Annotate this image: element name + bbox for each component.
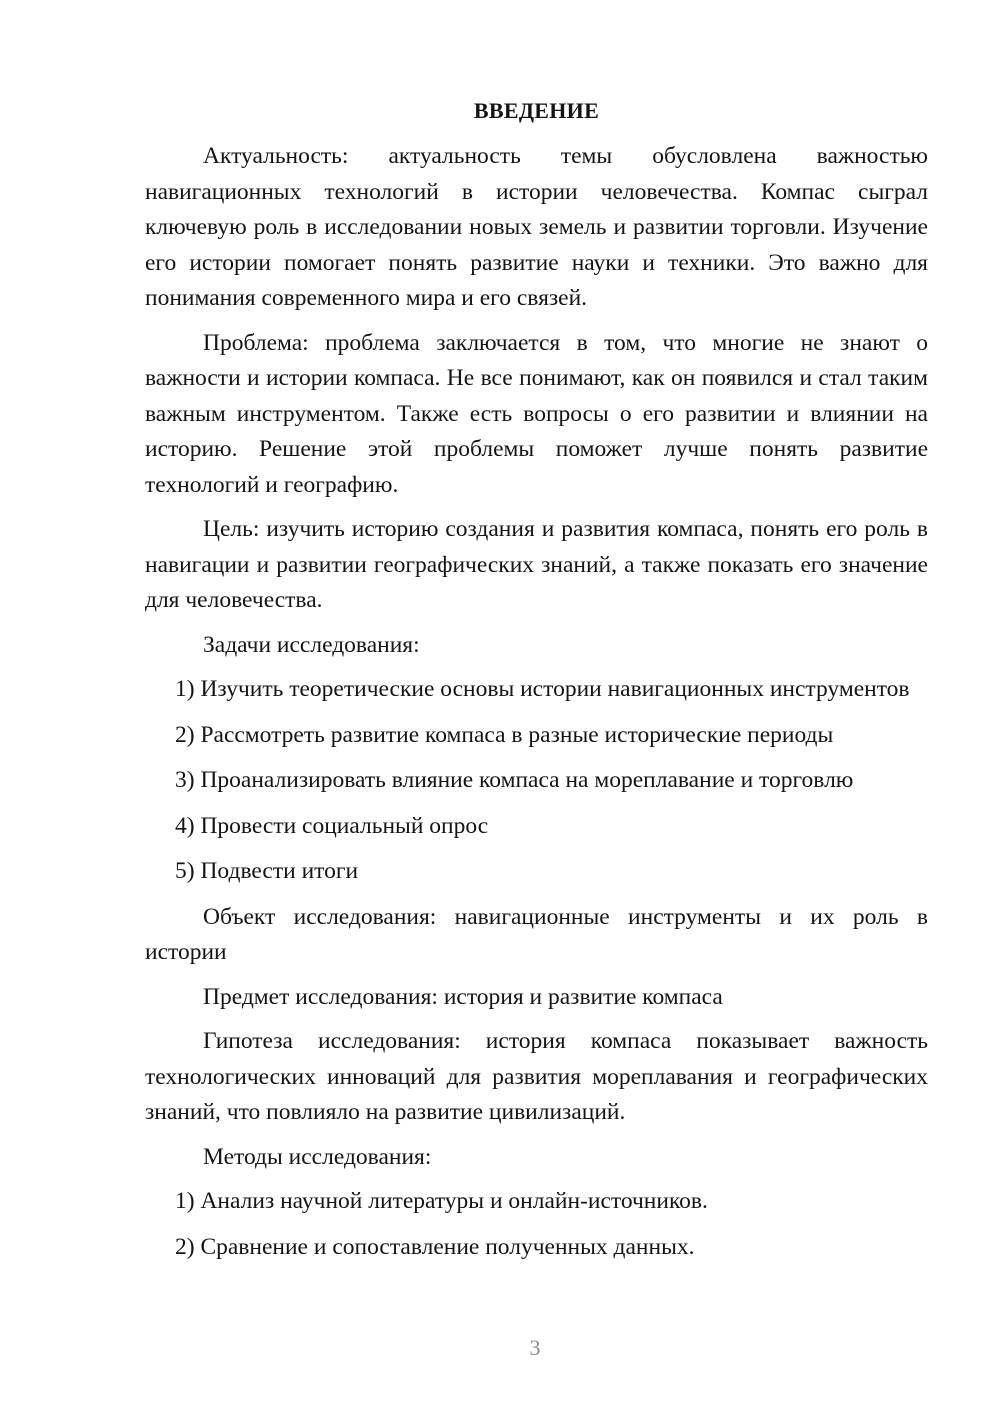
object-paragraph: Объект исследования: навигационные инструменты и их роль в истории xyxy=(145,903,928,965)
subject-paragraph: Предмет исследования: история и развитие компаса xyxy=(203,983,723,1010)
page-content xyxy=(145,95,928,1265)
task-item-4: 4) Провести социальный опрос xyxy=(175,812,489,839)
section-heading: ВВЕДЕНИЕ xyxy=(473,98,600,123)
method-item-1: 1) Анализ научной литературы и онлайн-источников. xyxy=(175,1188,708,1214)
hypothesis-paragraph: Гипотеза исследования: история компаса показывает важность технологических инноваций для развития мореплавания и географических знаний, что повлияло на развитие цивилизаций. xyxy=(145,1028,928,1125)
task-item-5: 5) Подвести итоги xyxy=(175,858,359,884)
task-item-2: 2) Рассмотреть развитие компаса в разные исторические периоды xyxy=(175,721,834,748)
method-item-2: 2) Сравнение и сопоставление полученных данных. xyxy=(175,1233,695,1260)
task-item-1: 1) Изучить теоретические основы истории навигационных инструментов xyxy=(175,676,910,702)
task-item-3: 3) Проанализировать влияние компаса на мореплавание и торговлю xyxy=(175,767,854,793)
methods-heading: Методы исследования: xyxy=(203,1143,432,1170)
problem-paragraph: Проблема: проблема заключается в том, что многие не знают о важности и истории компаса. Не все понимают, как он появился и стал таким важным инструментом. Также есть вопросы о его развитии и влиянии на историю. Решение этой проблемы поможет лучше понять развитие технологий и географию. xyxy=(145,329,928,498)
tasks-heading: Задачи исследования: xyxy=(203,631,420,658)
page-number: 3 xyxy=(529,1335,541,1360)
goal-paragraph: Цель: изучить историю создания и развития компаса, понять его роль в навигации и развитии географических знаний, а также показать его значение для человечества. xyxy=(145,516,928,613)
relevance-paragraph: Актуальность: актуальность темы обусловлена важностью навигационных технологий в истории человечества. Компас сыграл ключевую роль в исследовании новых земель и развитии торговли. Изучение его истории помогает понять развитие науки и техники. Это важно для понимания современного мира и его связей. xyxy=(145,143,928,311)
